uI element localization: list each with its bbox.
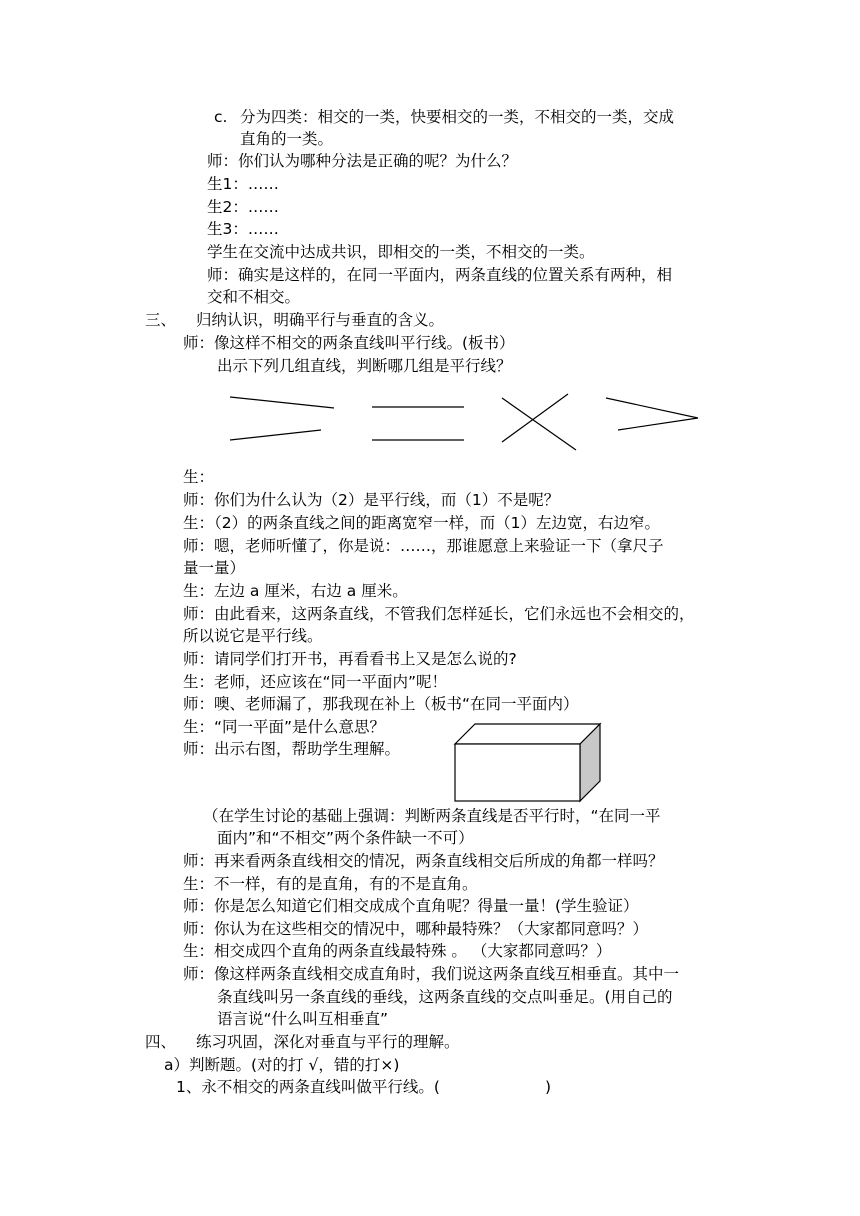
student-distance: 生：（2）的两条直线之间的距离宽窄一样，而（1）左边宽，右边窄。 — [183, 514, 660, 532]
line-group-4 — [606, 398, 698, 430]
teacher-perpendicular: 师：像这样两条直线相交成直角时，我们说这两条直线互相垂直。其中一 — [183, 965, 680, 983]
section-4-number: 四、 — [145, 1033, 177, 1051]
line-group-2 — [372, 407, 464, 440]
section-3-number: 三、 — [145, 311, 177, 329]
teacher-angles: 师：再来看两条直线相交的情况，两条直线相交后所成的角都一样吗？ — [183, 852, 664, 870]
consensus-text: 学生在交流中达成共识，即相交的一类，不相交的一类。 — [207, 243, 595, 261]
teacher-perpendicular-cont2: 语言说“什么叫互相垂直” — [217, 1010, 389, 1028]
teacher-question: 师：你们认为哪种分法是正确的呢？为什么？ — [207, 152, 518, 170]
teacher-oops: 师：噢、老师漏了，那我现在补上（板书“在同一平面内） — [183, 695, 579, 713]
student-measure: 生：左边 a 厘米，右边 a 厘米。 — [183, 582, 408, 600]
emphasis-note: （在学生讨论的基础上强调：判断两条直线是否平行时，“在同一平 — [203, 807, 661, 825]
teacher-perpendicular-cont: 条直线叫另一条直线的垂线，这两条直线的交点叫垂足。(用自己的 — [217, 988, 673, 1006]
line-groups-figure — [0, 388, 860, 448]
teacher-special: 师：你认为在这些相交的情况中，哪种最特殊？（大家都同意吗？） — [183, 920, 649, 938]
question-1-close: ) — [545, 1078, 552, 1096]
student-3-answer: 生3：…… — [207, 220, 279, 238]
line-group-1 — [230, 397, 334, 440]
show-line-groups: 出示下列几组直线，判断哪几组是平行线？ — [217, 357, 512, 375]
teacher-parallel-definition: 师：像这样不相交的两条直线叫平行线。(板书） — [183, 334, 515, 352]
option-c-label: c. — [214, 108, 228, 126]
question-1: 1、永不相交的两条直线叫做平行线。( — [176, 1078, 440, 1096]
student-angles: 生：不一样，有的是直角，有的不是直角。 — [183, 875, 478, 893]
teacher-verify: 师：嗯，老师听懂了，你是说：……，那谁愿意上来验证一下（拿尺子 — [183, 537, 664, 555]
teacher-extend: 师：由此看来，这两条直线，不管我们怎样延长，它们永远也不会相交的， — [183, 605, 695, 623]
cuboid-figure — [454, 722, 604, 804]
line-group-3 — [502, 394, 576, 450]
section-3-title: 归纳认识，明确平行与垂直的含义。 — [196, 311, 445, 329]
teacher-confirm-cont: 交和不相交。 — [207, 288, 301, 306]
student-plane: 生：老师，还应该在“同一平面内”呢！ — [183, 673, 448, 691]
judgement-heading: a）判断题。(对的打 √，错的打×) — [164, 1056, 400, 1074]
student-1-answer: 生1：…… — [207, 175, 279, 193]
teacher-extend-cont: 所以说它是平行线。 — [183, 627, 323, 645]
teacher-confirm: 师：确实是这样的，在同一平面内，两条直线的位置关系有两种，相 — [207, 266, 673, 284]
section-4-title: 练习巩固，深化对垂直与平行的理解。 — [196, 1033, 460, 1051]
teacher-book: 师：请同学们打开书，再看看书上又是怎么说的? — [183, 650, 517, 668]
student-2-answer: 生2：…… — [207, 198, 279, 216]
teacher-why: 师：你们为什么认为（2）是平行线，而（1）不是呢？ — [183, 491, 560, 509]
student-special: 生：相交成四个直角的两条直线最特殊 。 （大家都同意吗？） — [183, 942, 612, 960]
option-c-text: 分为四类：相交的一类，快要相交的一类，不相交的一类，交成 — [240, 108, 675, 126]
student-blank: 生： — [183, 468, 215, 486]
emphasis-note-cont: 面内”和“不相交”两个条件缺一不可） — [217, 829, 474, 847]
teacher-verify-cont: 量一量） — [183, 559, 246, 577]
teacher-figure: 师：出示右图，帮助学生理解。 — [183, 740, 401, 758]
student-meaning: 生：“同一平面”是什么意思？ — [183, 718, 386, 736]
teacher-how: 师：你是怎么知道它们相交成成个直角呢？得量一量！(学生验证） — [183, 897, 639, 915]
option-c-text-cont: 直角的一类。 — [240, 130, 334, 148]
